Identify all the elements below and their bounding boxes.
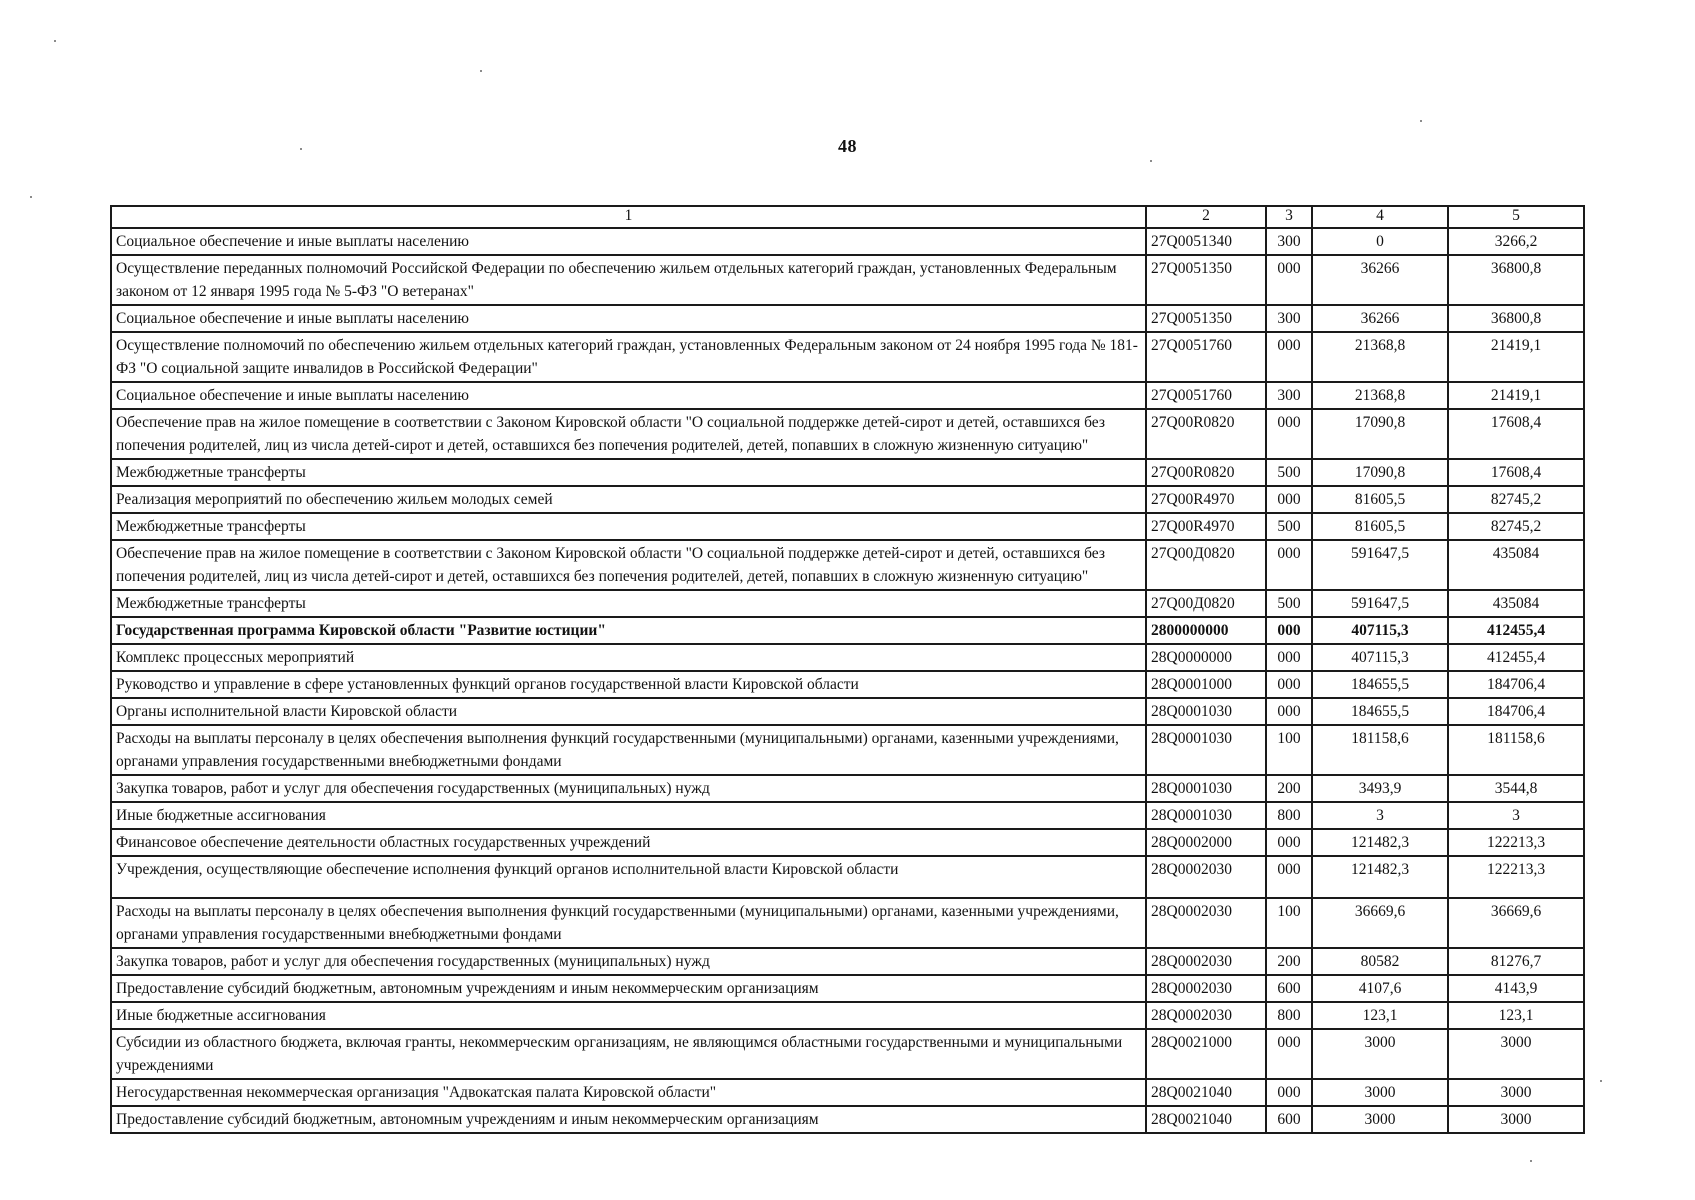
row-name-cell: Расходы на выплаты персоналу в целях обеспечения выполнения функций государственными (муниципальными) органами, казенными учреждениями, органами управления государственными внебюджетными фондами bbox=[111, 725, 1146, 775]
row-value-2024-cell: 3000 bbox=[1312, 1106, 1448, 1133]
row-name-cell: Межбюджетные трансферты bbox=[111, 459, 1146, 486]
row-code-cell: 27Q00R4970 bbox=[1146, 486, 1266, 513]
row-name-cell: Социальное обеспечение и иные выплаты населению bbox=[111, 382, 1146, 409]
row-value-2025-cell: 412455,4 bbox=[1448, 644, 1584, 671]
row-code-cell: 27Q0051760 bbox=[1146, 382, 1266, 409]
row-code-cell: 28Q0002030 bbox=[1146, 948, 1266, 975]
row-code-cell: 27Q00R0820 bbox=[1146, 409, 1266, 459]
row-value-2024-cell: 121482,3 bbox=[1312, 829, 1448, 856]
row-value-2024-cell: 80582 bbox=[1312, 948, 1448, 975]
row-name-cell: Государственная программа Кировской области "Развитие юстиции" bbox=[111, 617, 1146, 644]
row-code-cell: 28Q0001030 bbox=[1146, 698, 1266, 725]
table-row bbox=[111, 802, 1584, 829]
table-row bbox=[111, 305, 1584, 332]
row-code-cell: 27Q00R4970 bbox=[1146, 513, 1266, 540]
page-number: 48 bbox=[838, 136, 857, 156]
row-value-2025-cell: 36800,8 bbox=[1448, 255, 1584, 305]
scan-speck bbox=[1600, 1080, 1602, 1082]
table-row bbox=[111, 228, 1584, 255]
row-value-2025-cell: 122213,3 bbox=[1448, 856, 1584, 898]
row-value-2025-cell: 3 bbox=[1448, 802, 1584, 829]
row-name-cell: Обеспечение прав на жилое помещение в соответствии с Законом Кировской области "О социальной поддержке детей-сирот и детей, оставшихся без попечения родителей, лиц из числа детей-сирот и детей, оставшихся без попечения родителей, детей, попавших в сложную жизненную ситуацию" bbox=[111, 540, 1146, 590]
row-expense-type-cell: 000 bbox=[1266, 332, 1312, 382]
table-row bbox=[111, 590, 1584, 617]
row-name-cell: Обеспечение прав на жилое помещение в соответствии с Законом Кировской области "О социальной поддержке детей-сирот и детей, оставшихся без попечения родителей, лиц из числа детей-сирот и детей, оставшихся без попечения родителей, детей, попавших в сложную жизненную ситуацию" bbox=[111, 409, 1146, 459]
row-expense-type-cell: 000 bbox=[1266, 540, 1312, 590]
row-value-2024-cell: 81605,5 bbox=[1312, 486, 1448, 513]
table-row bbox=[111, 332, 1584, 382]
row-code-cell: 28Q0001030 bbox=[1146, 775, 1266, 802]
table-row bbox=[111, 409, 1584, 459]
row-value-2024-cell: 121482,3 bbox=[1312, 856, 1448, 898]
row-expense-type-cell: 000 bbox=[1266, 409, 1312, 459]
row-name-cell: Комплекс процессных мероприятий bbox=[111, 644, 1146, 671]
row-value-2024-cell: 184655,5 bbox=[1312, 671, 1448, 698]
scan-speck bbox=[30, 196, 32, 198]
row-value-2025-cell: 184706,4 bbox=[1448, 671, 1584, 698]
row-name-cell: Социальное обеспечение и иные выплаты населению bbox=[111, 305, 1146, 332]
row-value-2024-cell: 3000 bbox=[1312, 1079, 1448, 1106]
row-code-cell: 28Q0001030 bbox=[1146, 725, 1266, 775]
row-expense-type-cell: 300 bbox=[1266, 382, 1312, 409]
row-name-cell: Предоставление субсидий бюджетным, автономным учреждениям и иным некоммерческим организациям bbox=[111, 975, 1146, 1002]
table-row bbox=[111, 775, 1584, 802]
scan-speck bbox=[1150, 160, 1152, 162]
row-value-2025-cell: 184706,4 bbox=[1448, 698, 1584, 725]
column-header-1: 1 bbox=[111, 206, 1146, 228]
row-name-cell: Финансовое обеспечение деятельности областных государственных учреждений bbox=[111, 829, 1146, 856]
row-expense-type-cell: 000 bbox=[1266, 486, 1312, 513]
table-row bbox=[111, 898, 1584, 948]
row-name-cell: Органы исполнительной власти Кировской области bbox=[111, 698, 1146, 725]
row-value-2025-cell: 412455,4 bbox=[1448, 617, 1584, 644]
table-row bbox=[111, 856, 1584, 898]
row-name-cell: Негосударственная некоммерческая организация "Адвокатская палата Кировской области" bbox=[111, 1079, 1146, 1106]
table-row bbox=[111, 1106, 1584, 1133]
row-expense-type-cell: 500 bbox=[1266, 513, 1312, 540]
row-expense-type-cell: 000 bbox=[1266, 617, 1312, 644]
row-name-cell: Иные бюджетные ассигнования bbox=[111, 802, 1146, 829]
row-value-2024-cell: 0 bbox=[1312, 228, 1448, 255]
row-expense-type-cell: 000 bbox=[1266, 856, 1312, 898]
table-row bbox=[111, 975, 1584, 1002]
row-value-2024-cell: 591647,5 bbox=[1312, 540, 1448, 590]
table-row bbox=[111, 644, 1584, 671]
row-name-cell: Предоставление субсидий бюджетным, автономным учреждениям и иным некоммерческим организациям bbox=[111, 1106, 1146, 1133]
table-row bbox=[111, 1079, 1584, 1106]
row-value-2025-cell: 21419,1 bbox=[1448, 382, 1584, 409]
row-code-cell: 28Q0002030 bbox=[1146, 975, 1266, 1002]
row-value-2025-cell: 36800,8 bbox=[1448, 305, 1584, 332]
row-code-cell: 28Q0002030 bbox=[1146, 1002, 1266, 1029]
row-code-cell: 28Q0002030 bbox=[1146, 856, 1266, 898]
row-expense-type-cell: 000 bbox=[1266, 698, 1312, 725]
row-value-2025-cell: 435084 bbox=[1448, 590, 1584, 617]
row-name-cell: Осуществление переданных полномочий Российской Федерации по обеспечению жильем отдельных категорий граждан, установленных Федеральным законом от 12 января 1995 года № 5-ФЗ "О ветеранах" bbox=[111, 255, 1146, 305]
row-code-cell: 28Q0021000 bbox=[1146, 1029, 1266, 1079]
row-name-cell: Субсидии из областного бюджета, включая гранты, некоммерческим организациям, не являющимся областными государственными и муниципальными учреждениями bbox=[111, 1029, 1146, 1079]
table-row bbox=[111, 459, 1584, 486]
table-header-row bbox=[111, 206, 1584, 228]
row-value-2024-cell: 3 bbox=[1312, 802, 1448, 829]
row-expense-type-cell: 800 bbox=[1266, 802, 1312, 829]
row-value-2024-cell: 36266 bbox=[1312, 305, 1448, 332]
row-name-cell: Осуществление полномочий по обеспечению жильем отдельных категорий граждан, установленных Федеральным законом от 24 ноября 1995 года № 181-ФЗ "О социальной защите инвалидов в Российской Федерации" bbox=[111, 332, 1146, 382]
column-header-5: 5 bbox=[1448, 206, 1584, 228]
row-code-cell: 2800000000 bbox=[1146, 617, 1266, 644]
row-name-cell: Руководство и управление в сфере установленных функций органов государственной власти Кировской области bbox=[111, 671, 1146, 698]
row-value-2024-cell: 36266 bbox=[1312, 255, 1448, 305]
row-code-cell: 27Q00R0820 bbox=[1146, 459, 1266, 486]
table-row bbox=[111, 671, 1584, 698]
row-value-2025-cell: 82745,2 bbox=[1448, 486, 1584, 513]
row-code-cell: 28Q0000000 bbox=[1146, 644, 1266, 671]
row-expense-type-cell: 500 bbox=[1266, 459, 1312, 486]
row-name-cell: Закупка товаров, работ и услуг для обеспечения государственных (муниципальных) нужд bbox=[111, 775, 1146, 802]
row-expense-type-cell: 200 bbox=[1266, 775, 1312, 802]
row-code-cell: 28Q0002030 bbox=[1146, 898, 1266, 948]
row-value-2024-cell: 36669,6 bbox=[1312, 898, 1448, 948]
row-name-cell: Закупка товаров, работ и услуг для обеспечения государственных (муниципальных) нужд bbox=[111, 948, 1146, 975]
row-code-cell: 27Q0051340 bbox=[1146, 228, 1266, 255]
row-expense-type-cell: 300 bbox=[1266, 305, 1312, 332]
row-expense-type-cell: 600 bbox=[1266, 1106, 1312, 1133]
row-value-2025-cell: 4143,9 bbox=[1448, 975, 1584, 1002]
table-row bbox=[111, 513, 1584, 540]
row-value-2024-cell: 21368,8 bbox=[1312, 332, 1448, 382]
row-value-2024-cell: 123,1 bbox=[1312, 1002, 1448, 1029]
row-value-2024-cell: 407115,3 bbox=[1312, 617, 1448, 644]
row-code-cell: 28Q0002000 bbox=[1146, 829, 1266, 856]
row-expense-type-cell: 000 bbox=[1266, 1029, 1312, 1079]
row-code-cell: 27Q0051760 bbox=[1146, 332, 1266, 382]
row-name-cell: Расходы на выплаты персоналу в целях обеспечения выполнения функций государственными (муниципальными) органами, казенными учреждениями, органами управления государственными внебюджетными фондами bbox=[111, 898, 1146, 948]
scan-speck bbox=[54, 40, 56, 42]
row-code-cell: 27Q0051350 bbox=[1146, 305, 1266, 332]
scan-speck bbox=[480, 70, 482, 72]
table-row bbox=[111, 617, 1584, 644]
row-code-cell: 28Q0021040 bbox=[1146, 1106, 1266, 1133]
row-name-cell: Межбюджетные трансферты bbox=[111, 513, 1146, 540]
row-expense-type-cell: 000 bbox=[1266, 1079, 1312, 1106]
row-code-cell: 27Q00Д0820 bbox=[1146, 590, 1266, 617]
row-value-2025-cell: 21419,1 bbox=[1448, 332, 1584, 382]
row-expense-type-cell: 800 bbox=[1266, 1002, 1312, 1029]
row-value-2024-cell: 21368,8 bbox=[1312, 382, 1448, 409]
row-value-2025-cell: 3000 bbox=[1448, 1106, 1584, 1133]
row-expense-type-cell: 600 bbox=[1266, 975, 1312, 1002]
row-value-2025-cell: 3266,2 bbox=[1448, 228, 1584, 255]
table-row bbox=[111, 382, 1584, 409]
row-expense-type-cell: 000 bbox=[1266, 644, 1312, 671]
scan-speck bbox=[1420, 120, 1422, 122]
row-value-2025-cell: 435084 bbox=[1448, 540, 1584, 590]
row-value-2025-cell: 3000 bbox=[1448, 1029, 1584, 1079]
row-value-2025-cell: 3544,8 bbox=[1448, 775, 1584, 802]
table-row bbox=[111, 1029, 1584, 1079]
row-value-2024-cell: 3000 bbox=[1312, 1029, 1448, 1079]
row-expense-type-cell: 300 bbox=[1266, 228, 1312, 255]
row-expense-type-cell: 500 bbox=[1266, 590, 1312, 617]
row-value-2025-cell: 81276,7 bbox=[1448, 948, 1584, 975]
row-expense-type-cell: 000 bbox=[1266, 255, 1312, 305]
row-name-cell: Межбюджетные трансферты bbox=[111, 590, 1146, 617]
column-header-3: 3 bbox=[1266, 206, 1312, 228]
table-row bbox=[111, 948, 1584, 975]
row-value-2025-cell: 123,1 bbox=[1448, 1002, 1584, 1029]
column-header-4: 4 bbox=[1312, 206, 1448, 228]
table-row bbox=[111, 1002, 1584, 1029]
table-row bbox=[111, 725, 1584, 775]
row-value-2024-cell: 17090,8 bbox=[1312, 459, 1448, 486]
table-row bbox=[111, 698, 1584, 725]
row-code-cell: 28Q0001000 bbox=[1146, 671, 1266, 698]
row-value-2025-cell: 17608,4 bbox=[1448, 459, 1584, 486]
table-row bbox=[111, 829, 1584, 856]
row-name-cell: Иные бюджетные ассигнования bbox=[111, 1002, 1146, 1029]
row-code-cell: 28Q0001030 bbox=[1146, 802, 1266, 829]
row-value-2024-cell: 3493,9 bbox=[1312, 775, 1448, 802]
row-value-2024-cell: 81605,5 bbox=[1312, 513, 1448, 540]
row-value-2025-cell: 82745,2 bbox=[1448, 513, 1584, 540]
row-value-2025-cell: 122213,3 bbox=[1448, 829, 1584, 856]
row-code-cell: 28Q0021040 bbox=[1146, 1079, 1266, 1106]
row-value-2025-cell: 17608,4 bbox=[1448, 409, 1584, 459]
row-expense-type-cell: 200 bbox=[1266, 948, 1312, 975]
table-row bbox=[111, 486, 1584, 513]
row-code-cell: 27Q00Д0820 bbox=[1146, 540, 1266, 590]
scan-speck bbox=[300, 148, 302, 150]
row-expense-type-cell: 000 bbox=[1266, 829, 1312, 856]
row-expense-type-cell: 100 bbox=[1266, 898, 1312, 948]
row-name-cell: Социальное обеспечение и иные выплаты населению bbox=[111, 228, 1146, 255]
row-expense-type-cell: 100 bbox=[1266, 725, 1312, 775]
row-value-2025-cell: 3000 bbox=[1448, 1079, 1584, 1106]
row-code-cell: 27Q0051350 bbox=[1146, 255, 1266, 305]
table-row bbox=[111, 540, 1584, 590]
budget-table bbox=[110, 205, 1585, 1134]
column-header-2: 2 bbox=[1146, 206, 1266, 228]
row-value-2024-cell: 4107,6 bbox=[1312, 975, 1448, 1002]
row-value-2024-cell: 407115,3 bbox=[1312, 644, 1448, 671]
table-row bbox=[111, 255, 1584, 305]
row-value-2025-cell: 36669,6 bbox=[1448, 898, 1584, 948]
table-body bbox=[111, 228, 1584, 1133]
row-value-2024-cell: 591647,5 bbox=[1312, 590, 1448, 617]
row-value-2024-cell: 181158,6 bbox=[1312, 725, 1448, 775]
row-name-cell: Учреждения, осуществляющие обеспечение исполнения функций органов исполнительной власти Кировской области bbox=[111, 856, 1146, 898]
row-name-cell: Реализация мероприятий по обеспечению жильем молодых семей bbox=[111, 486, 1146, 513]
scan-speck bbox=[1530, 1160, 1532, 1162]
row-value-2024-cell: 184655,5 bbox=[1312, 698, 1448, 725]
row-value-2024-cell: 17090,8 bbox=[1312, 409, 1448, 459]
row-expense-type-cell: 000 bbox=[1266, 671, 1312, 698]
row-value-2025-cell: 181158,6 bbox=[1448, 725, 1584, 775]
